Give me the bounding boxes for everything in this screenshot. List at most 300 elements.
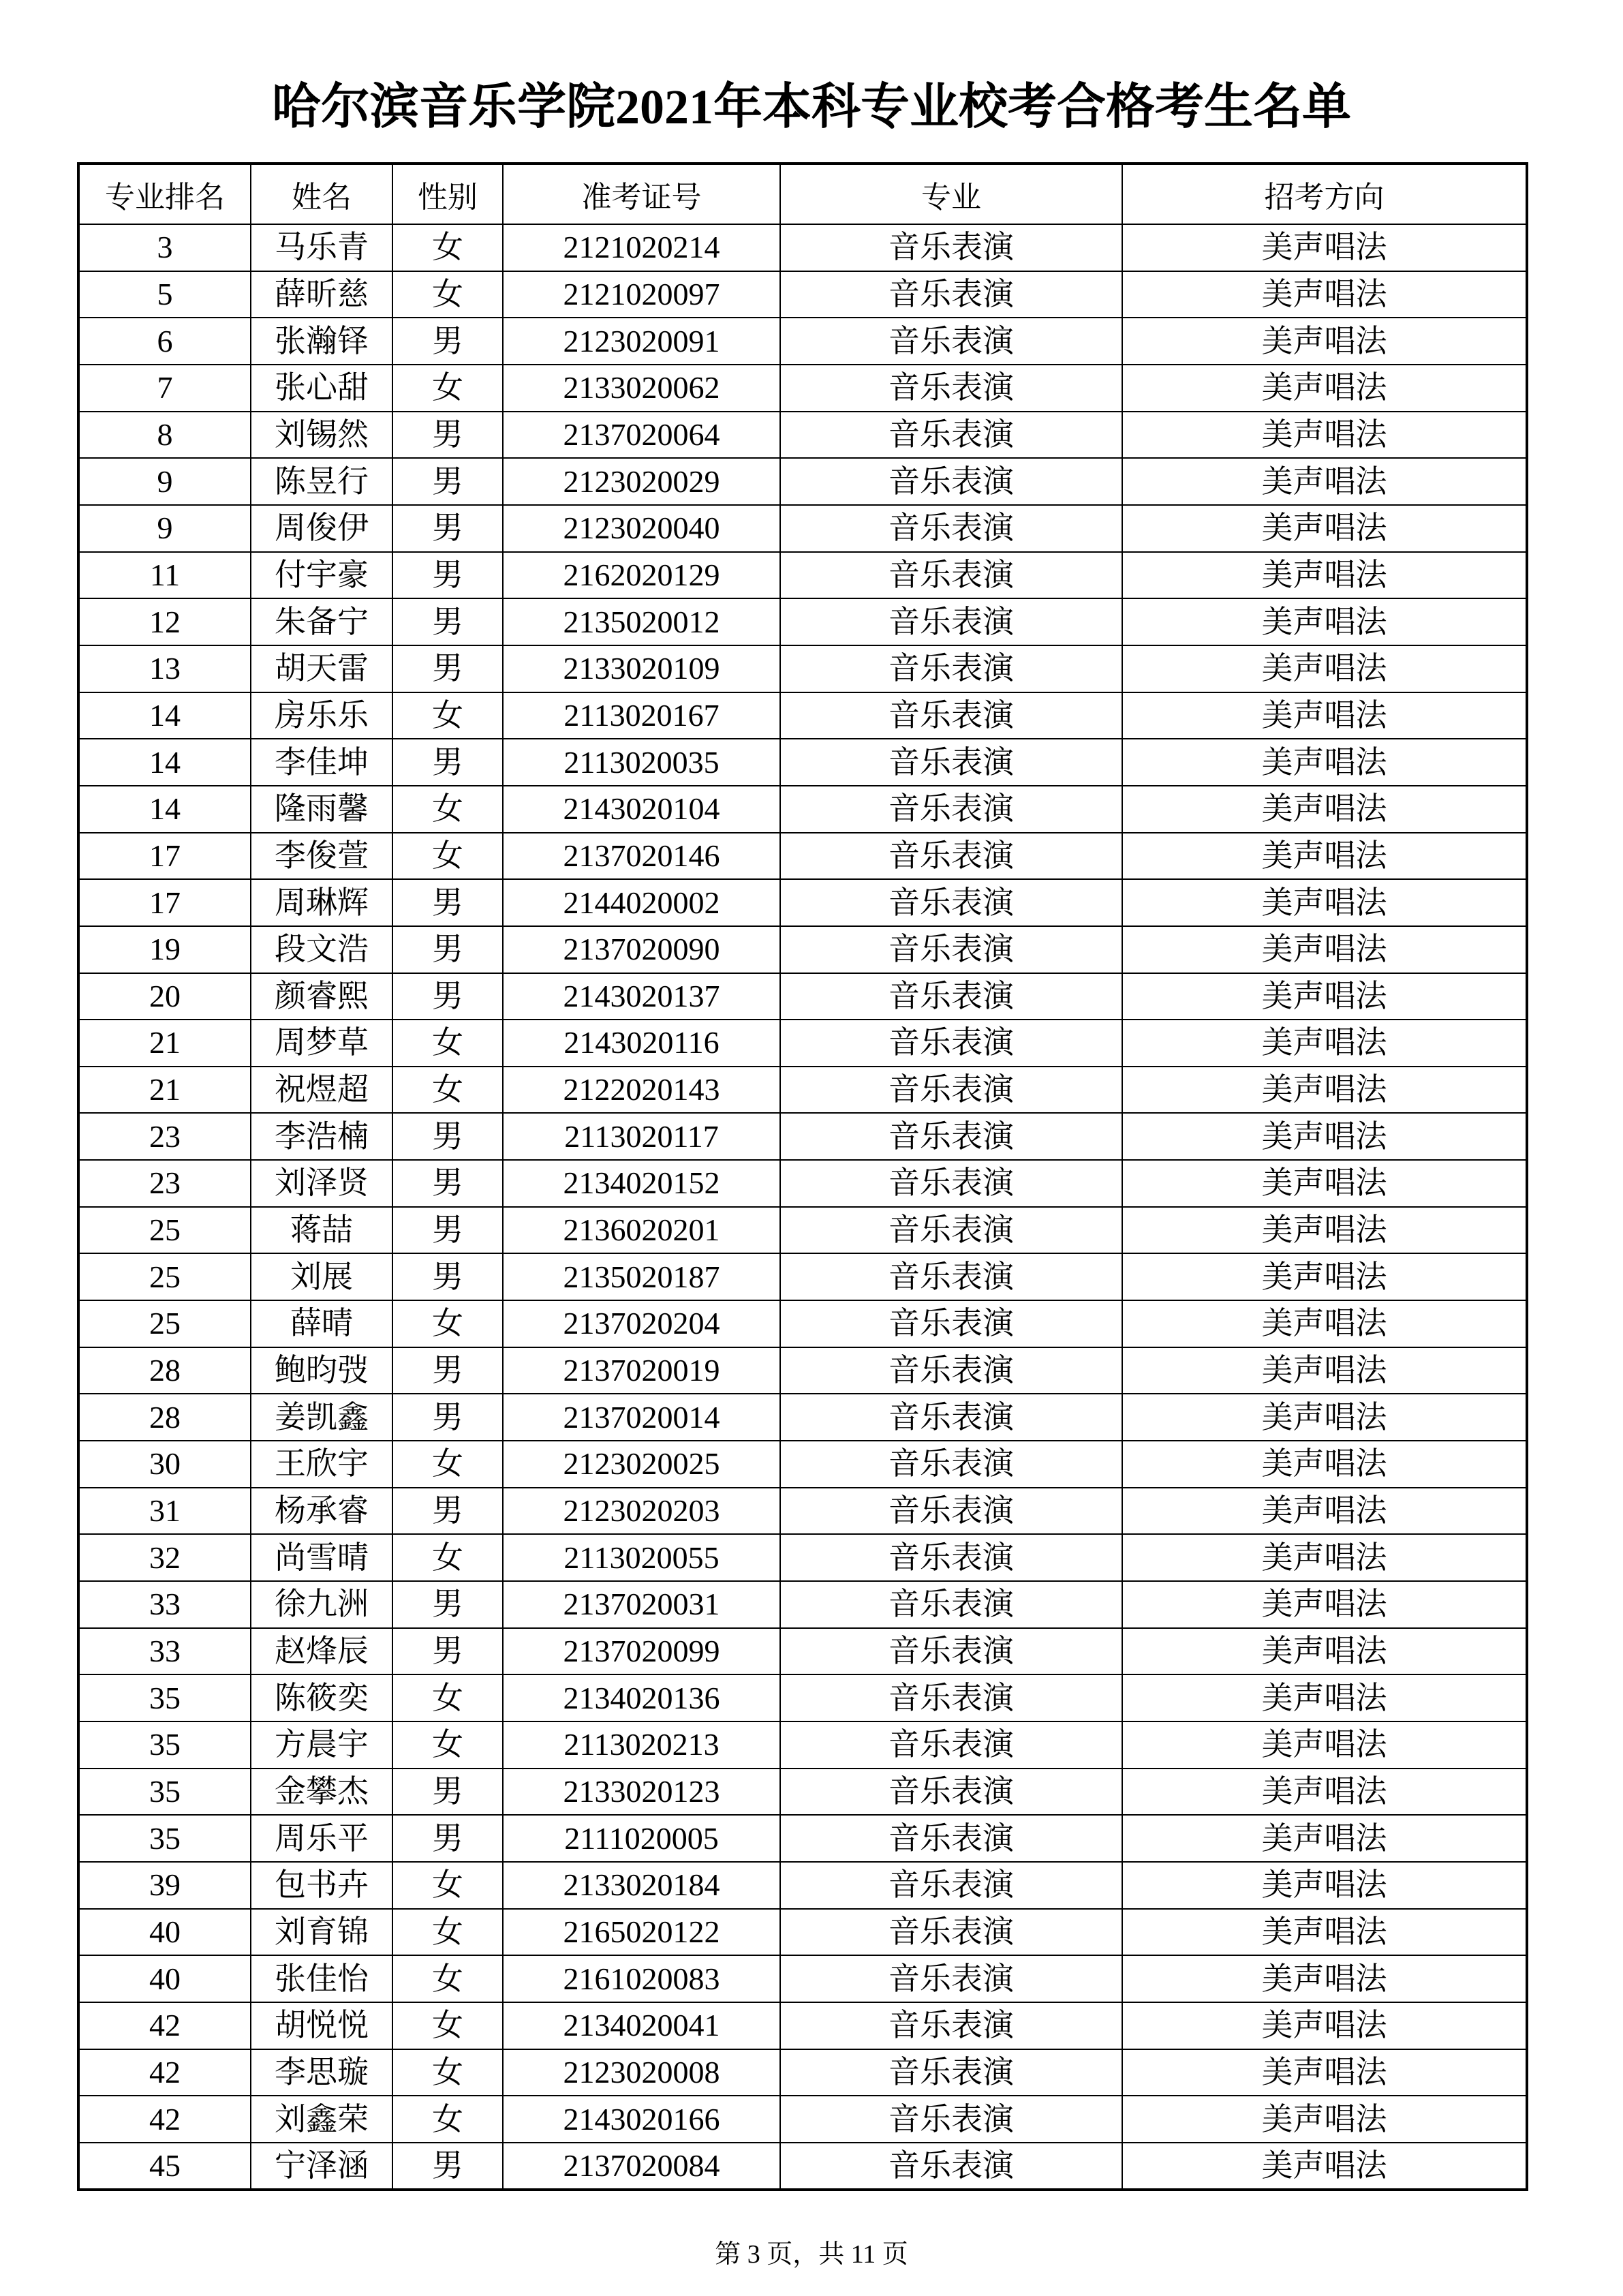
gender-cell: 男 (392, 1253, 503, 1300)
direction-cell: 美声唱法 (1122, 1113, 1527, 1160)
rank-cell: 3 (78, 224, 251, 271)
name-cell: 房乐乐 (251, 692, 392, 739)
gender-cell: 男 (392, 2143, 503, 2190)
direction-cell: 美声唱法 (1122, 2002, 1527, 2049)
table-row (78, 739, 1527, 786)
page-footer: 第 3 页，共 11 页 (715, 2240, 908, 2269)
major-cell: 音乐表演 (780, 2002, 1122, 2049)
gender-cell: 男 (392, 1815, 503, 1862)
table-row (78, 1067, 1527, 1114)
gender-cell: 女 (392, 1721, 503, 1769)
table-row (78, 1488, 1527, 1535)
name-cell: 杨承睿 (251, 1488, 392, 1535)
exam-id-cell: 2123020029 (503, 458, 780, 505)
major-cell: 音乐表演 (780, 1534, 1122, 1581)
table-row (78, 1160, 1527, 1207)
exam-id-cell: 2133020062 (503, 365, 780, 412)
name-cell: 方晨宇 (251, 1721, 392, 1769)
exam-id-cell: 2143020166 (503, 2096, 780, 2143)
table-row (78, 1300, 1527, 1347)
major-cell: 音乐表演 (780, 1955, 1122, 2002)
major-cell: 音乐表演 (780, 692, 1122, 739)
rank-cell: 42 (78, 2002, 251, 2049)
gender-cell: 男 (392, 1207, 503, 1254)
table-row (78, 1441, 1527, 1488)
header-name: 姓名 (251, 164, 392, 224)
name-cell: 周乐平 (251, 1815, 392, 1862)
exam-id-cell: 2137020090 (503, 926, 780, 973)
major-cell: 音乐表演 (780, 552, 1122, 599)
gender-cell: 男 (392, 1488, 503, 1535)
gender-cell: 男 (392, 1347, 503, 1394)
major-cell: 音乐表演 (780, 833, 1122, 880)
table-row (78, 786, 1527, 833)
gender-cell: 男 (392, 598, 503, 645)
exam-id-cell: 2135020012 (503, 598, 780, 645)
exam-id-cell: 2121020214 (503, 224, 780, 271)
major-cell: 音乐表演 (780, 1909, 1122, 1956)
major-cell: 音乐表演 (780, 645, 1122, 692)
major-cell: 音乐表演 (780, 1862, 1122, 1909)
name-cell: 颜睿熙 (251, 973, 392, 1020)
table-row (78, 1113, 1527, 1160)
direction-cell: 美声唱法 (1122, 1862, 1527, 1909)
major-cell: 音乐表演 (780, 1300, 1122, 1347)
rank-cell: 35 (78, 1815, 251, 1862)
name-cell: 李佳坤 (251, 739, 392, 786)
gender-cell: 男 (392, 739, 503, 786)
major-cell: 音乐表演 (780, 365, 1122, 412)
name-cell: 薛晴 (251, 1300, 392, 1347)
major-cell: 音乐表演 (780, 1815, 1122, 1862)
table-row (78, 1769, 1527, 1816)
direction-cell: 美声唱法 (1122, 2143, 1527, 2190)
exam-id-cell: 2143020104 (503, 786, 780, 833)
table-row (78, 1347, 1527, 1394)
major-cell: 音乐表演 (780, 1160, 1122, 1207)
table-row (78, 879, 1527, 926)
rank-cell: 21 (78, 1067, 251, 1114)
table-row (78, 365, 1527, 412)
table-header (78, 164, 1527, 224)
gender-cell: 女 (392, 1862, 503, 1909)
rank-cell: 9 (78, 458, 251, 505)
name-cell: 隆雨馨 (251, 786, 392, 833)
rank-cell: 20 (78, 973, 251, 1020)
major-cell: 音乐表演 (780, 224, 1122, 271)
major-cell: 音乐表演 (780, 2049, 1122, 2096)
name-cell: 张瀚铎 (251, 318, 392, 365)
rank-cell: 9 (78, 505, 251, 552)
table-row (78, 1581, 1527, 1628)
major-cell: 音乐表演 (780, 1721, 1122, 1769)
rank-cell: 35 (78, 1674, 251, 1721)
exam-id-cell: 2123020040 (503, 505, 780, 552)
name-cell: 金攀杰 (251, 1769, 392, 1816)
table-body (78, 224, 1527, 2190)
name-cell: 蒋喆 (251, 1207, 392, 1254)
rank-cell: 5 (78, 271, 251, 318)
rank-cell: 32 (78, 1534, 251, 1581)
direction-cell: 美声唱法 (1122, 2049, 1527, 2096)
exam-id-cell: 2113020117 (503, 1113, 780, 1160)
direction-cell: 美声唱法 (1122, 1769, 1527, 1816)
name-cell: 周俊伊 (251, 505, 392, 552)
rank-cell: 35 (78, 1721, 251, 1769)
table-row (78, 645, 1527, 692)
table-row (78, 2096, 1527, 2143)
gender-cell: 男 (392, 1160, 503, 1207)
rank-cell: 14 (78, 786, 251, 833)
direction-cell: 美声唱法 (1122, 1909, 1527, 1956)
gender-cell: 女 (392, 271, 503, 318)
direction-cell: 美声唱法 (1122, 1488, 1527, 1535)
table-row (78, 1020, 1527, 1067)
gender-cell: 男 (392, 926, 503, 973)
rank-cell: 28 (78, 1347, 251, 1394)
direction-cell: 美声唱法 (1122, 1815, 1527, 1862)
name-cell: 马乐青 (251, 224, 392, 271)
direction-cell: 美声唱法 (1122, 645, 1527, 692)
name-cell: 王欣宇 (251, 1441, 392, 1488)
gender-cell: 男 (392, 1394, 503, 1441)
major-cell: 音乐表演 (780, 1207, 1122, 1254)
gender-cell: 女 (392, 224, 503, 271)
page-title: 哈尔滨音乐学院2021年本科专业校考合格考生名单 (271, 80, 1351, 134)
name-cell: 陈昱行 (251, 458, 392, 505)
gender-cell: 女 (392, 1067, 503, 1114)
direction-cell: 美声唱法 (1122, 1955, 1527, 2002)
table-row (78, 973, 1527, 1020)
rank-cell: 40 (78, 1909, 251, 1956)
name-cell: 朱备宁 (251, 598, 392, 645)
gender-cell: 女 (392, 2049, 503, 2096)
direction-cell: 美声唱法 (1122, 1534, 1527, 1581)
major-cell: 音乐表演 (780, 1253, 1122, 1300)
exam-id-cell: 2123020091 (503, 318, 780, 365)
name-cell: 李思璇 (251, 2049, 392, 2096)
name-cell: 周琳辉 (251, 879, 392, 926)
major-cell: 音乐表演 (780, 1628, 1122, 1675)
gender-cell: 女 (392, 2002, 503, 2049)
table-row (78, 458, 1527, 505)
exam-id-cell: 2137020204 (503, 1300, 780, 1347)
exam-id-cell: 2137020084 (503, 2143, 780, 2190)
direction-cell: 美声唱法 (1122, 2096, 1527, 2143)
rank-cell: 17 (78, 879, 251, 926)
direction-cell: 美声唱法 (1122, 739, 1527, 786)
direction-cell: 美声唱法 (1122, 318, 1527, 365)
table-row (78, 1674, 1527, 1721)
gender-cell: 女 (392, 1300, 503, 1347)
exam-id-cell: 2134020041 (503, 2002, 780, 2049)
rank-cell: 12 (78, 598, 251, 645)
major-cell: 音乐表演 (780, 973, 1122, 1020)
rank-cell: 6 (78, 318, 251, 365)
rank-cell: 25 (78, 1300, 251, 1347)
name-cell: 付宇豪 (251, 552, 392, 599)
gender-cell: 男 (392, 318, 503, 365)
gender-cell: 女 (392, 1955, 503, 2002)
table-row (78, 2002, 1527, 2049)
name-cell: 薛昕慈 (251, 271, 392, 318)
direction-cell: 美声唱法 (1122, 1207, 1527, 1254)
table-row (78, 412, 1527, 459)
table-row (78, 926, 1527, 973)
candidate-table (77, 162, 1528, 2191)
gender-cell: 男 (392, 505, 503, 552)
major-cell: 音乐表演 (780, 2096, 1122, 2143)
table-row (78, 598, 1527, 645)
table-row (78, 1862, 1527, 1909)
name-cell: 鲍昀弢 (251, 1347, 392, 1394)
direction-cell: 美声唱法 (1122, 1674, 1527, 1721)
exam-id-cell: 2165020122 (503, 1909, 780, 1956)
major-cell: 音乐表演 (780, 1067, 1122, 1114)
major-cell: 音乐表演 (780, 412, 1122, 459)
direction-cell: 美声唱法 (1122, 1067, 1527, 1114)
exam-id-cell: 2136020201 (503, 1207, 780, 1254)
gender-cell: 男 (392, 1581, 503, 1628)
name-cell: 刘泽贤 (251, 1160, 392, 1207)
gender-cell: 女 (392, 1534, 503, 1581)
exam-id-cell: 2113020167 (503, 692, 780, 739)
major-cell: 音乐表演 (780, 1394, 1122, 1441)
rank-cell: 35 (78, 1769, 251, 1816)
gender-cell: 女 (392, 1674, 503, 1721)
table-row (78, 1628, 1527, 1675)
exam-id-cell: 2137020019 (503, 1347, 780, 1394)
exam-id-cell: 2143020116 (503, 1020, 780, 1067)
exam-id-cell: 2137020099 (503, 1628, 780, 1675)
exam-id-cell: 2111020005 (503, 1815, 780, 1862)
rank-cell: 14 (78, 692, 251, 739)
exam-id-cell: 2133020184 (503, 1862, 780, 1909)
name-cell: 徐九洲 (251, 1581, 392, 1628)
exam-id-cell: 2133020123 (503, 1769, 780, 1816)
name-cell: 段文浩 (251, 926, 392, 973)
rank-cell: 23 (78, 1113, 251, 1160)
rank-cell: 28 (78, 1394, 251, 1441)
gender-cell: 男 (392, 412, 503, 459)
rank-cell: 31 (78, 1488, 251, 1535)
major-cell: 音乐表演 (780, 879, 1122, 926)
major-cell: 音乐表演 (780, 786, 1122, 833)
major-cell: 音乐表演 (780, 1020, 1122, 1067)
table-row (78, 1815, 1527, 1862)
direction-cell: 美声唱法 (1122, 412, 1527, 459)
table-row (78, 552, 1527, 599)
name-cell: 胡天雷 (251, 645, 392, 692)
rank-cell: 25 (78, 1253, 251, 1300)
exam-id-cell: 2137020031 (503, 1581, 780, 1628)
gender-cell: 男 (392, 1769, 503, 1816)
exam-id-cell: 2123020203 (503, 1488, 780, 1535)
table-row (78, 1394, 1527, 1441)
gender-cell: 男 (392, 552, 503, 599)
table-row (78, 271, 1527, 318)
name-cell: 周梦草 (251, 1020, 392, 1067)
major-cell: 音乐表演 (780, 1581, 1122, 1628)
direction-cell: 美声唱法 (1122, 1253, 1527, 1300)
name-cell: 张心甜 (251, 365, 392, 412)
name-cell: 尚雪晴 (251, 1534, 392, 1581)
major-cell: 音乐表演 (780, 1113, 1122, 1160)
header-major: 专业 (780, 164, 1122, 224)
header-exam-id: 准考证号 (503, 164, 780, 224)
exam-id-cell: 2137020146 (503, 833, 780, 880)
exam-id-cell: 2123020008 (503, 2049, 780, 2096)
table-row (78, 1207, 1527, 1254)
name-cell: 姜凯鑫 (251, 1394, 392, 1441)
name-cell: 刘育锦 (251, 1909, 392, 1956)
major-cell: 音乐表演 (780, 926, 1122, 973)
rank-cell: 30 (78, 1441, 251, 1488)
table-row (78, 692, 1527, 739)
rank-cell: 45 (78, 2143, 251, 2190)
gender-cell: 男 (392, 645, 503, 692)
major-cell: 音乐表演 (780, 1769, 1122, 1816)
exam-id-cell: 2113020035 (503, 739, 780, 786)
name-cell: 宁泽涵 (251, 2143, 392, 2190)
direction-cell: 美声唱法 (1122, 1581, 1527, 1628)
direction-cell: 美声唱法 (1122, 926, 1527, 973)
direction-cell: 美声唱法 (1122, 224, 1527, 271)
exam-id-cell: 2122020143 (503, 1067, 780, 1114)
gender-cell: 男 (392, 458, 503, 505)
rank-cell: 23 (78, 1160, 251, 1207)
major-cell: 音乐表演 (780, 318, 1122, 365)
direction-cell: 美声唱法 (1122, 1020, 1527, 1067)
major-cell: 音乐表演 (780, 1347, 1122, 1394)
name-cell: 胡悦悦 (251, 2002, 392, 2049)
gender-cell: 女 (392, 1909, 503, 1956)
direction-cell: 美声唱法 (1122, 365, 1527, 412)
rank-cell: 8 (78, 412, 251, 459)
major-cell: 音乐表演 (780, 739, 1122, 786)
table-row (78, 318, 1527, 365)
gender-cell: 男 (392, 1113, 503, 1160)
direction-cell: 美声唱法 (1122, 1441, 1527, 1488)
name-cell: 李俊萱 (251, 833, 392, 880)
major-cell: 音乐表演 (780, 271, 1122, 318)
rank-cell: 40 (78, 1955, 251, 2002)
major-cell: 音乐表演 (780, 458, 1122, 505)
header-row (78, 164, 1527, 224)
direction-cell: 美声唱法 (1122, 973, 1527, 1020)
table-row (78, 833, 1527, 880)
direction-cell: 美声唱法 (1122, 786, 1527, 833)
exam-id-cell: 2134020136 (503, 1674, 780, 1721)
exam-id-cell: 2162020129 (503, 552, 780, 599)
major-cell: 音乐表演 (780, 1674, 1122, 1721)
table-row (78, 1253, 1527, 1300)
name-cell: 张佳怡 (251, 1955, 392, 2002)
rank-cell: 11 (78, 552, 251, 599)
rank-cell: 25 (78, 1207, 251, 1254)
exam-id-cell: 2137020064 (503, 412, 780, 459)
gender-cell: 女 (392, 1441, 503, 1488)
direction-cell: 美声唱法 (1122, 552, 1527, 599)
direction-cell: 美声唱法 (1122, 598, 1527, 645)
exam-id-cell: 2144020002 (503, 879, 780, 926)
gender-cell: 女 (392, 833, 503, 880)
table-row (78, 2049, 1527, 2096)
major-cell: 音乐表演 (780, 505, 1122, 552)
header-direction: 招考方向 (1122, 164, 1527, 224)
rank-cell: 14 (78, 739, 251, 786)
table-row (78, 1909, 1527, 1956)
direction-cell: 美声唱法 (1122, 505, 1527, 552)
major-cell: 音乐表演 (780, 598, 1122, 645)
name-cell: 包书卉 (251, 1862, 392, 1909)
exam-id-cell: 2137020014 (503, 1394, 780, 1441)
exam-id-cell: 2123020025 (503, 1441, 780, 1488)
direction-cell: 美声唱法 (1122, 1721, 1527, 1769)
rank-cell: 13 (78, 645, 251, 692)
direction-cell: 美声唱法 (1122, 833, 1527, 880)
rank-cell: 33 (78, 1581, 251, 1628)
exam-id-cell: 2113020213 (503, 1721, 780, 1769)
header-rank: 专业排名 (78, 164, 251, 224)
gender-cell: 男 (392, 1628, 503, 1675)
exam-id-cell: 2134020152 (503, 1160, 780, 1207)
table-row (78, 2143, 1527, 2190)
rank-cell: 19 (78, 926, 251, 973)
direction-cell: 美声唱法 (1122, 271, 1527, 318)
name-cell: 刘锡然 (251, 412, 392, 459)
exam-id-cell: 2121020097 (503, 271, 780, 318)
direction-cell: 美声唱法 (1122, 879, 1527, 926)
header-gender: 性别 (392, 164, 503, 224)
gender-cell: 男 (392, 973, 503, 1020)
rank-cell: 33 (78, 1628, 251, 1675)
name-cell: 陈筱奕 (251, 1674, 392, 1721)
rank-cell: 7 (78, 365, 251, 412)
major-cell: 音乐表演 (780, 1441, 1122, 1488)
name-cell: 李浩楠 (251, 1113, 392, 1160)
direction-cell: 美声唱法 (1122, 1628, 1527, 1675)
direction-cell: 美声唱法 (1122, 1160, 1527, 1207)
major-cell: 音乐表演 (780, 1488, 1122, 1535)
rank-cell: 17 (78, 833, 251, 880)
name-cell: 赵烽辰 (251, 1628, 392, 1675)
name-cell: 祝煜超 (251, 1067, 392, 1114)
table-row (78, 1721, 1527, 1769)
major-cell: 音乐表演 (780, 2143, 1122, 2190)
exam-id-cell: 2161020083 (503, 1955, 780, 2002)
table-row (78, 1534, 1527, 1581)
table-row (78, 224, 1527, 271)
exam-id-cell: 2133020109 (503, 645, 780, 692)
name-cell: 刘鑫荣 (251, 2096, 392, 2143)
table-row (78, 1955, 1527, 2002)
exam-id-cell: 2113020055 (503, 1534, 780, 1581)
rank-cell: 42 (78, 2096, 251, 2143)
gender-cell: 女 (392, 1020, 503, 1067)
gender-cell: 女 (392, 692, 503, 739)
direction-cell: 美声唱法 (1122, 458, 1527, 505)
direction-cell: 美声唱法 (1122, 692, 1527, 739)
exam-id-cell: 2135020187 (503, 1253, 780, 1300)
gender-cell: 女 (392, 2096, 503, 2143)
rank-cell: 39 (78, 1862, 251, 1909)
rank-cell: 42 (78, 2049, 251, 2096)
exam-id-cell: 2143020137 (503, 973, 780, 1020)
direction-cell: 美声唱法 (1122, 1300, 1527, 1347)
gender-cell: 女 (392, 365, 503, 412)
name-cell: 刘展 (251, 1253, 392, 1300)
